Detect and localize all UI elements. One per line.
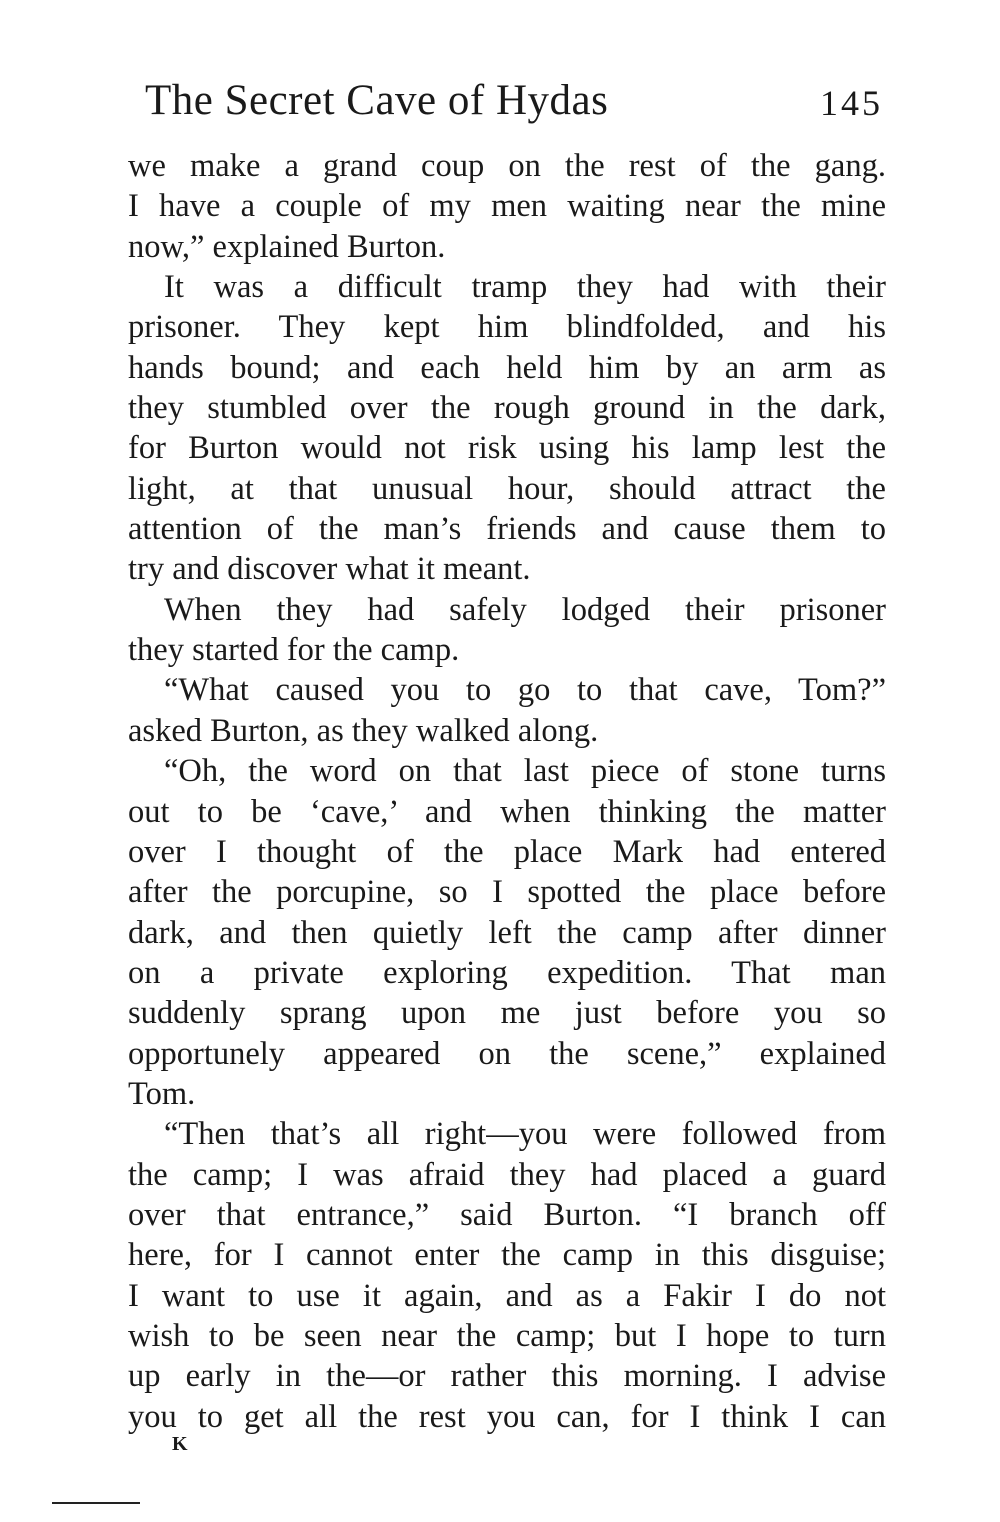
text-line: dark, and then quietly left the camp after dinner xyxy=(128,914,886,951)
text-line: try and discover what it meant. xyxy=(128,551,531,588)
text-line: over I thought of the place Mark had entered xyxy=(128,833,886,870)
text-line: suddenly sprang upon me just before you so xyxy=(128,995,886,1032)
text-line: opportunely appeared on the scene,” explained xyxy=(128,1035,886,1072)
text-line: over that entrance,” said Burton. “I branch off xyxy=(128,1196,886,1233)
text-line: up early in the—or rather this morning. I advise xyxy=(128,1358,886,1395)
text-line: they started for the camp. xyxy=(128,632,460,669)
text-line: It was a difficult tramp they had with their xyxy=(164,269,886,306)
text-line: for Burton would not risk using his lamp lest the xyxy=(128,430,886,467)
text-line: “What caused you to go to that cave, Tom?” xyxy=(164,672,886,709)
text-line: after the porcupine, so I spotted the place before xyxy=(128,874,886,911)
text-line: wish to be seen near the camp; but I hope to turn xyxy=(128,1317,886,1354)
text-line: here, for I cannot enter the camp in this disguise; xyxy=(128,1237,886,1274)
text-line: now,” explained Burton. xyxy=(128,228,446,265)
page-number: 145 xyxy=(820,83,883,123)
text-line: “Oh, the word on that last piece of stone turns xyxy=(164,753,886,790)
text-line: light, at that unusual hour, should attract the xyxy=(128,470,886,507)
text-line: I want to use it again, and as a Fakir I do not xyxy=(128,1277,886,1314)
text-line: on a private exploring expedition. That man xyxy=(128,954,886,991)
text-line: I have a couple of my men waiting near the mine xyxy=(128,188,886,225)
running-title: The Secret Cave of Hydas xyxy=(145,77,609,124)
running-head xyxy=(145,76,883,138)
text-line: they stumbled over the rough ground in the dark, xyxy=(128,390,886,427)
text-line: hands bound; and each held him by an arm as xyxy=(128,349,886,386)
signature-mark: K xyxy=(172,1433,189,1455)
text-line: prisoner. They kept him blindfolded, and his xyxy=(128,309,886,346)
body-text xyxy=(128,146,886,1437)
text-line: When they had safely lodged their prisoner xyxy=(164,591,886,628)
text-line: you to get all the rest you can, for I think I can xyxy=(128,1398,886,1435)
text-line: “Then that’s all right—you were followed from xyxy=(164,1116,886,1153)
footer-rule xyxy=(52,1502,140,1504)
text-line: asked Burton, as they walked along. xyxy=(128,712,599,749)
text-line: we make a grand coup on the rest of the gang. xyxy=(128,148,886,184)
text-line: the camp; I was afraid they had placed a guard xyxy=(128,1156,886,1193)
text-line: attention of the man’s friends and cause them to xyxy=(128,511,886,548)
text-line: out to be ‘cave,’ and when thinking the matter xyxy=(128,793,886,830)
text-line: Tom. xyxy=(128,1075,196,1112)
